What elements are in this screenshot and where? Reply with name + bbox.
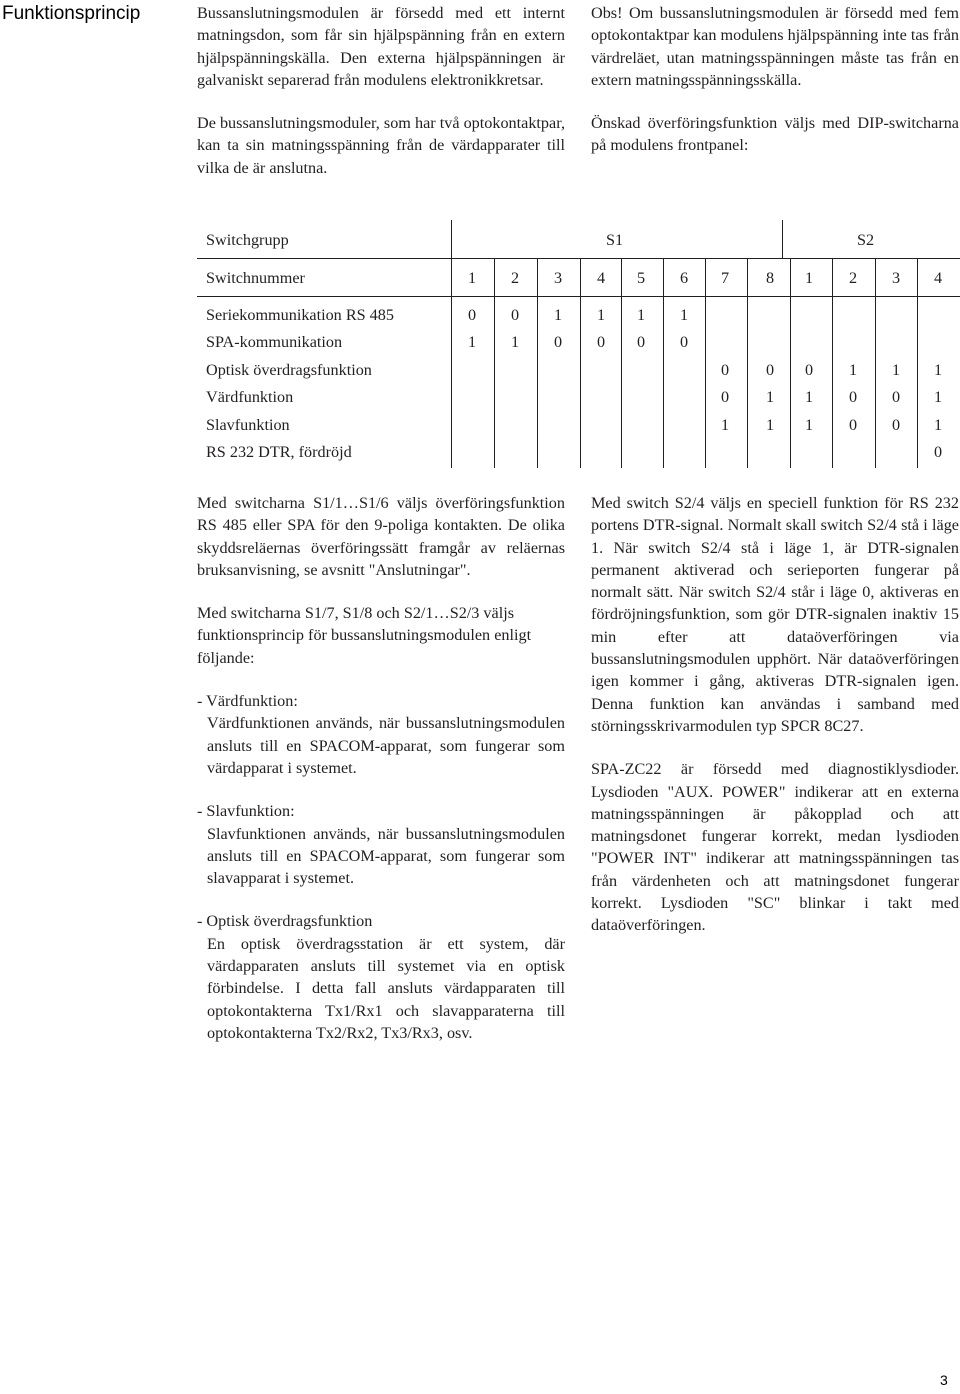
body-right-column	[591, 492, 959, 958]
table-cell: 1	[804, 416, 814, 434]
table-row-label: SPA-kommunikation	[206, 333, 343, 351]
table-cell: 0	[720, 361, 730, 379]
host-function-block	[197, 690, 565, 779]
table-cell: 1	[467, 333, 477, 351]
table-row-label: Optisk överdragsfunktion	[206, 361, 372, 379]
table-cell: 0	[848, 388, 858, 406]
table-cell: 1	[765, 416, 775, 434]
table-cell: 0	[720, 388, 730, 406]
table-divider	[747, 258, 748, 468]
switch-number: 7	[720, 269, 730, 287]
table-cell: 1	[891, 361, 901, 379]
dip-switch-table	[197, 220, 960, 468]
obs-paragraph: Obs! Om bussanslutningsmodulen är försedd med fem optokontaktpar kan modulens hjälpspänning inte tas från värdreläet, utan matningsspänningen måste tas från en extern matningsspänningsskälla.	[591, 4, 959, 89]
switch-group-label: Switchgrupp	[206, 231, 289, 249]
switch-number: 2	[848, 269, 858, 287]
table-divider	[197, 296, 960, 297]
table-row-label: Seriekommunikation RS 485	[206, 306, 394, 324]
body-paragraph: Med switcharna S1/1…S1/6 väljs överföringsfunktion RS 485 eller SPA för den 9-poliga kontakten. De olika skyddsreläernas överföringssätt framgår av reläernas bruksanvisning, se avsnitt "Anslutningar".	[197, 494, 565, 579]
table-divider	[451, 220, 452, 468]
table-cell: 0	[510, 306, 520, 324]
table-divider	[494, 258, 495, 468]
table-cell: 0	[553, 333, 563, 351]
switch-number: 3	[891, 269, 901, 287]
host-function-text: Värdfunktionen används, när bussanslutningsmodulen ansluts till en SPACOM-apparat, som fungerar som värdapparat i systemet.	[207, 714, 565, 777]
body-left-column	[197, 492, 565, 1065]
table-divider	[537, 258, 538, 468]
optical-function-text: En optisk överdragsstation är ett system, där värdapparaten ansluts till systemet via en optisk förbindelse. I detta fall ansluts värdapparaten till optokontakterna Tx1/Rx1 och slavapparaterna till optokontakterna Tx2/Rx2, Tx3/Rx3, osv.	[207, 934, 565, 1042]
switch-number: 5	[636, 269, 646, 287]
host-function-title: - Värdfunktion:	[197, 692, 298, 711]
table-cell: 1	[765, 388, 775, 406]
dip-intro-paragraph: Önskad överföringsfunktion väljs med DIP-switcharna på modulens frontpanel:	[591, 114, 959, 155]
table-cell: 1	[933, 388, 943, 406]
table-divider	[782, 220, 783, 258]
table-row-label: Slavfunktion	[206, 416, 290, 434]
table-divider	[917, 258, 918, 468]
table-cell: 1	[720, 416, 730, 434]
table-cell: 1	[553, 306, 563, 324]
table-divider	[663, 258, 664, 468]
switch-number: 1	[467, 269, 477, 287]
table-cell: 0	[679, 333, 689, 351]
table-divider	[832, 258, 833, 468]
table-divider	[790, 258, 791, 468]
table-divider	[197, 258, 960, 259]
table-cell: 1	[596, 306, 606, 324]
intro-paragraph: De bussanslutningsmoduler, som har två optokontaktpar, kan ta sin matningsspänning från de värdapparater till vilka de är anslutna.	[197, 114, 565, 177]
switch-group-s2: S2	[857, 231, 875, 249]
switch-number: 8	[765, 269, 775, 287]
table-cell: 1	[804, 388, 814, 406]
slave-function-title: - Slavfunktion:	[197, 802, 295, 821]
table-cell: 1	[510, 333, 520, 351]
switch-number: 3	[553, 269, 563, 287]
switch-number: 1	[804, 269, 814, 287]
body-paragraph: Med switch S2/4 väljs en speciell funktion för RS 232 portens DTR-signal. Normalt skall switch S2/4 stå i läge 1. När switch S2/4 stå i läge 1, är DTR-signalen permanent aktiverad och serieporten fungerar på normalt sätt. När switch S2/4 står i läge 0, aktiveras en fördröjningsfunktion, som gör DTR-signalen inaktiv 15 min efter att dataöverföringen via bussanslutningsmodulen upphört. När dataöverföringen igen kommer i gång, aktiveras DTR-signalen igen. Denna funktion kan användas i samband med störningsskrivarmodulen typ SPCR 8C27.	[591, 494, 959, 735]
table-cell: 1	[933, 416, 943, 434]
table-cell: 0	[467, 306, 477, 324]
table-cell: 0	[891, 416, 901, 434]
table-row-label: Värdfunktion	[206, 388, 294, 406]
table-cell: 0	[933, 443, 943, 461]
table-cell: 1	[679, 306, 689, 324]
slave-function-block	[197, 800, 565, 889]
intro-right-column	[591, 2, 959, 178]
table-cell: 0	[891, 388, 901, 406]
switch-number-label: Switchnummer	[206, 269, 305, 287]
table-cell: 0	[596, 333, 606, 351]
table-row-label: RS 232 DTR, fördröjd	[206, 443, 352, 461]
table-cell: 0	[765, 361, 775, 379]
switch-number: 4	[596, 269, 606, 287]
table-divider	[580, 258, 581, 468]
body-paragraph: Med switcharna S1/7, S1/8 och S2/1…S2/3 väljs funktionsprincip för bussanslutningsmodulen enligt följande:	[197, 604, 532, 667]
switch-group-s1: S1	[606, 231, 624, 249]
table-divider	[875, 258, 876, 468]
table-cell: 1	[848, 361, 858, 379]
optical-function-title: - Optisk överdragsfunktion	[197, 912, 373, 931]
table-divider	[705, 258, 706, 468]
table-divider	[621, 258, 622, 468]
table-cell: 0	[804, 361, 814, 379]
optical-function-block	[197, 910, 565, 1044]
table-cell: 1	[636, 306, 646, 324]
table-cell: 0	[848, 416, 858, 434]
page-number: 3	[940, 1372, 948, 1388]
slave-function-text: Slavfunktionen används, när bussanslutningsmodulen ansluts till en SPACOM-apparat, som fungerar som slavapparat i systemet.	[207, 824, 565, 888]
body-paragraph: SPA-ZC22 är försedd med diagnostiklysdioder. Lysdioden "AUX. POWER" indikerar att en externa matningsspänningen är påkopplad och att matningsdonet fungerar korrekt, medan lysdioden "POWER INT" indikerar att matningsspänningen tas från värdenheten och att matningsdonet fungerar korrekt. Lysdioden "SC" blinkar i takt med dataöverföringen.	[591, 760, 959, 935]
switch-number: 6	[679, 269, 689, 287]
table-cell: 1	[933, 361, 943, 379]
intro-left-column	[197, 2, 565, 200]
intro-paragraph: Bussanslutningsmodulen är försedd med ett internt matningsdon, som får sin hjälpspänning från en extern hjälpspänningskälla. Den externa hjälpspänningen är galvaniskt separerad från modulens elektronikkretsar.	[197, 4, 565, 89]
switch-number: 4	[933, 269, 943, 287]
table-cell: 0	[636, 333, 646, 351]
switch-number: 2	[510, 269, 520, 287]
section-title: Funktionsprincip	[2, 3, 141, 24]
